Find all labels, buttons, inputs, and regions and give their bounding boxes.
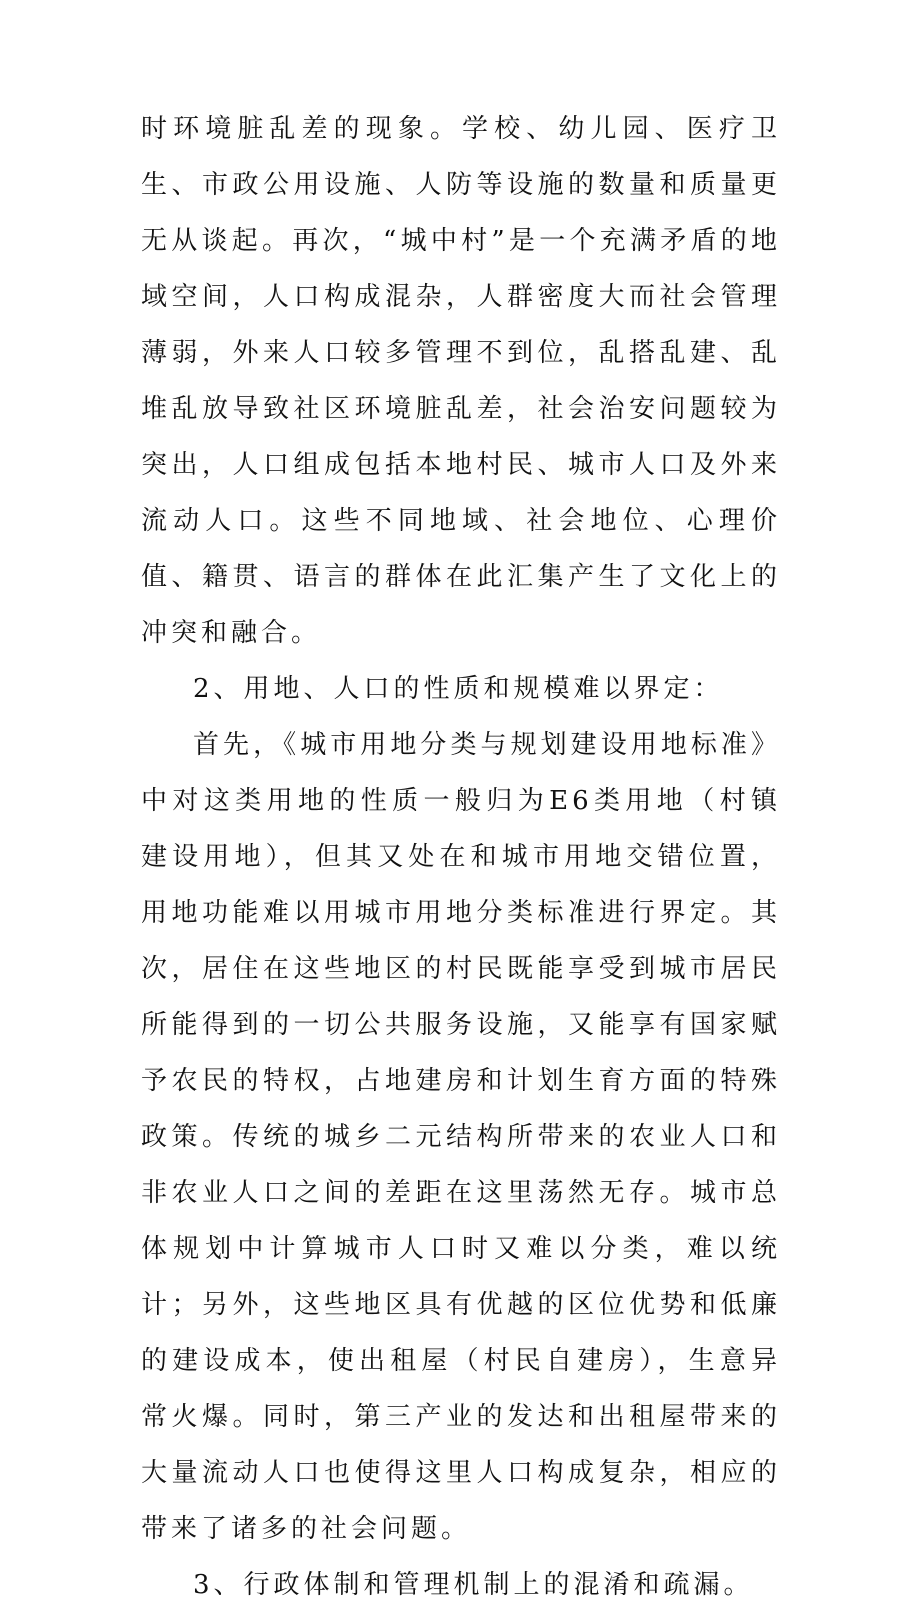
section-heading-3: 3、行政体制和管理机制上的混淆和疏漏。 <box>193 1570 754 1600</box>
body-text <box>141 101 781 1613</box>
paragraph-continuation: 时环境脏乱差的现象。学校、幼儿园、医疗卫生、市政公用设施、人防等设施的数量和质量更无从谈起。再次，“城中村”是一个充满矛盾的地域空间，人口构成混杂，人群密度大而社会管理薄弱，外来人口较多管理不到位，乱搭乱建、乱堆乱放导致社区环境脏乱差，社会治安问题较为突出，人口组成包括本地村民、城市人口及外来流动人口。这些不同地域、社会地位、心理价值、籍贯、语言的群体在此汇集产生了文化上的冲突和融合。 <box>141 114 781 648</box>
section-heading-2: 2、用地、人口的性质和规模难以界定： <box>193 674 724 704</box>
paragraph-land-population: 首先，《城市用地分类与规划建设用地标准》中对这类用地的性质一般归为E6类用地（村镇建设用地），但其又处在和城市用地交错位置，用地功能难以用城市用地分类标准进行界定。其次，居住在这些地区的村民既能享受到城市居民所能得到的一切公共服务设施，又能享有国家赋予农民的特权，占地建房和计划生育方面的特殊政策。传统的城乡二元结构所带来的农业人口和非农业人口之间的差距在这里荡然无存。城市总体规划中计算城市人口时又难以分类，难以统计；另外，这些地区具有优越的区位优势和低廉的建设成本，使出租屋（村民自建房），生意异常火爆。同时，第三产业的发达和出租屋带来的大量流动人口也使得这里人口构成复杂，相应的带来了诸多的社会问题。 <box>141 730 781 1544</box>
